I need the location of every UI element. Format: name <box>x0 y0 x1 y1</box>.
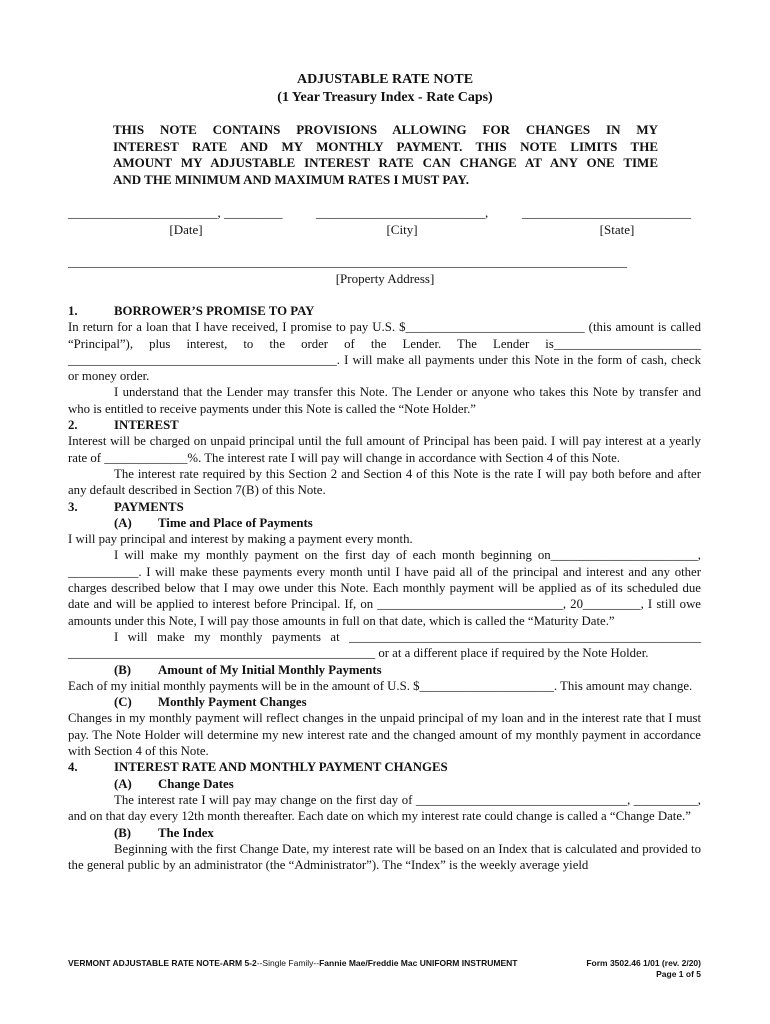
section-number: 4. <box>68 760 78 775</box>
section-4-heading <box>68 759 701 775</box>
state-label: [State] <box>599 222 635 237</box>
rate-change-notice <box>113 122 658 188</box>
date-label: [Date] <box>169 222 203 237</box>
section-number: 1. <box>68 304 78 318</box>
payment-schedule-paragraph: I will make my monthly payment on the first day of each month beginning on_______________________, ___________. I will make these payments every month until I have paid all of the principal and interest and any other charges described below that I may owe under this Note. Each monthly payment will be applied as of its scheduled due date and will be applied to interest before Principal. If, on _____________________________, 20_________, I still owe amounts under this Note, I will pay those amounts in full on that date, which is called the “Maturity Date.” <box>68 548 701 628</box>
document-title: ADJUSTABLE RATE NOTE <box>296 72 474 87</box>
section-1-heading <box>68 303 701 319</box>
footer-form-info <box>586 958 701 980</box>
subsection-4b-heading <box>68 825 701 841</box>
subsection-title: The Index <box>158 825 214 840</box>
section-number: 3. <box>68 499 78 514</box>
property-address-blank[interactable]: ______________________________________________________________________________________ <box>68 254 627 269</box>
subsection-number: (A) <box>114 776 132 791</box>
state-blank[interactable]: __________________________ <box>522 205 691 220</box>
footer-form-number: Form 3502.46 1/01 (rev. 2/20) <box>586 958 701 968</box>
city-blank[interactable]: __________________________, <box>316 205 489 220</box>
payment-place-paragraph: I will make my monthly payments at _______________________________________________________ ________________________________________________ or at a different place if required by the Note Holder. <box>68 629 701 661</box>
subsection-3c-heading <box>68 694 701 710</box>
city-label: [City] <box>386 222 418 237</box>
initial-payment-paragraph: Each of my initial monthly payments will be in the amount of U.S. $_____________________. This amount may change. <box>68 678 693 693</box>
subsection-title: Time and Place of Payments <box>158 515 313 530</box>
note-body <box>68 303 701 873</box>
section-title: PAYMENTS <box>114 499 184 514</box>
footer-property-type: --Single Family-- <box>256 958 320 968</box>
subsection-number: (A) <box>114 515 132 530</box>
interest-rate-paragraph: Interest will be charged on unpaid principal until the full amount of Principal has been paid. I will pay interest at a yearly rate of _____________%. The interest rate I will pay will change in accordance with Section 4 of this Note. <box>68 434 701 465</box>
subsection-4a-heading <box>68 776 701 792</box>
change-dates-paragraph: The interest rate I will pay may change on the first day of _________________________________, __________, and on that day every 12th month thereafter. Each date on which my interest rate could change is called a “Change Date.” <box>68 792 701 824</box>
section-number: 2. <box>68 418 78 433</box>
footer-note-name: VERMONT ADJUSTABLE RATE NOTE-ARM 5-2 <box>68 958 257 968</box>
property-address-label: [Property Address] <box>335 271 435 286</box>
date-blank[interactable]: _______________________, _________ <box>68 205 283 220</box>
notice-line: INTEREST RATE AND MY MONTHLY PAYMENT. THIS NOTE LIMITS THE <box>113 138 658 154</box>
subsection-title: Amount of My Initial Monthly Payments <box>158 662 382 677</box>
notice-line: AMOUNT MY ADJUSTABLE INTEREST RATE CAN CHANGE AT ANY ONE TIME <box>113 155 658 170</box>
section-title: INTEREST <box>114 418 179 433</box>
payment-method-paragraph: I will pay principal and interest by making a payment every month. <box>68 532 413 547</box>
subsection-number: (B) <box>114 662 132 677</box>
subsection-title: Monthly Payment Changes <box>158 695 307 710</box>
document-subtitle: (1 Year Treasury Index - Rate Caps) <box>277 90 493 105</box>
section-3-heading <box>68 499 701 515</box>
section-2-heading <box>68 417 701 433</box>
payment-changes-paragraph: Changes in my monthly payment will reflect changes in the unpaid principal of my loan and in the interest rate that I must pay. The Note Holder will determine my new interest rate and the changed amount of my monthly payment in accordance with Section 4 of this Note. <box>68 711 701 759</box>
default-rate-paragraph: The interest rate required by this Section 2 and Section 4 of this Note is the rate I will pay both before and after any default described in Section 7(B) of this Note. <box>68 466 701 498</box>
principal-paragraph: In return for a loan that I have received, I promise to pay U.S. $____________________________ (this amount is called “Principal”), plus interest, to the order of the Lender. The Lender is_______________________ __________________________________________. I will make all payments under this Note in the form of cash, check or money order. <box>68 320 701 384</box>
subsection-number: (C) <box>114 695 132 710</box>
subsection-3b-heading <box>68 662 701 678</box>
footer-instrument-title <box>68 958 517 968</box>
subsection-3a-heading <box>68 515 701 531</box>
notice-line: AND THE MINIMUM AND MAXIMUM RATES I MUST PAY. <box>113 171 469 187</box>
page-number: Page 1 of 5 <box>656 969 701 979</box>
notice-line: THIS NOTE CONTAINS PROVISIONS ALLOWING FOR CHANGES IN MY <box>113 122 658 137</box>
index-paragraph: Beginning with the first Change Date, my interest rate will be based on an Index that is calculated and provided to the general public by an administrator (the “Administrator”). The “Index” is the weekly average yield <box>68 841 701 873</box>
transfer-paragraph: I understand that the Lender may transfer this Note. The Lender or anyone who takes this Note by transfer and who is entitled to receive payments under this Note is called the “Note Holder.” <box>68 385 701 416</box>
subsection-number: (B) <box>114 825 132 840</box>
section-title: BORROWER’S PROMISE TO PAY <box>114 304 315 318</box>
footer-instrument: Fannie Mae/Freddie Mac UNIFORM INSTRUMENT <box>319 958 518 968</box>
subsection-title: Change Dates <box>158 776 234 791</box>
section-title: INTEREST RATE AND MONTHLY PAYMENT CHANGES <box>114 760 448 775</box>
